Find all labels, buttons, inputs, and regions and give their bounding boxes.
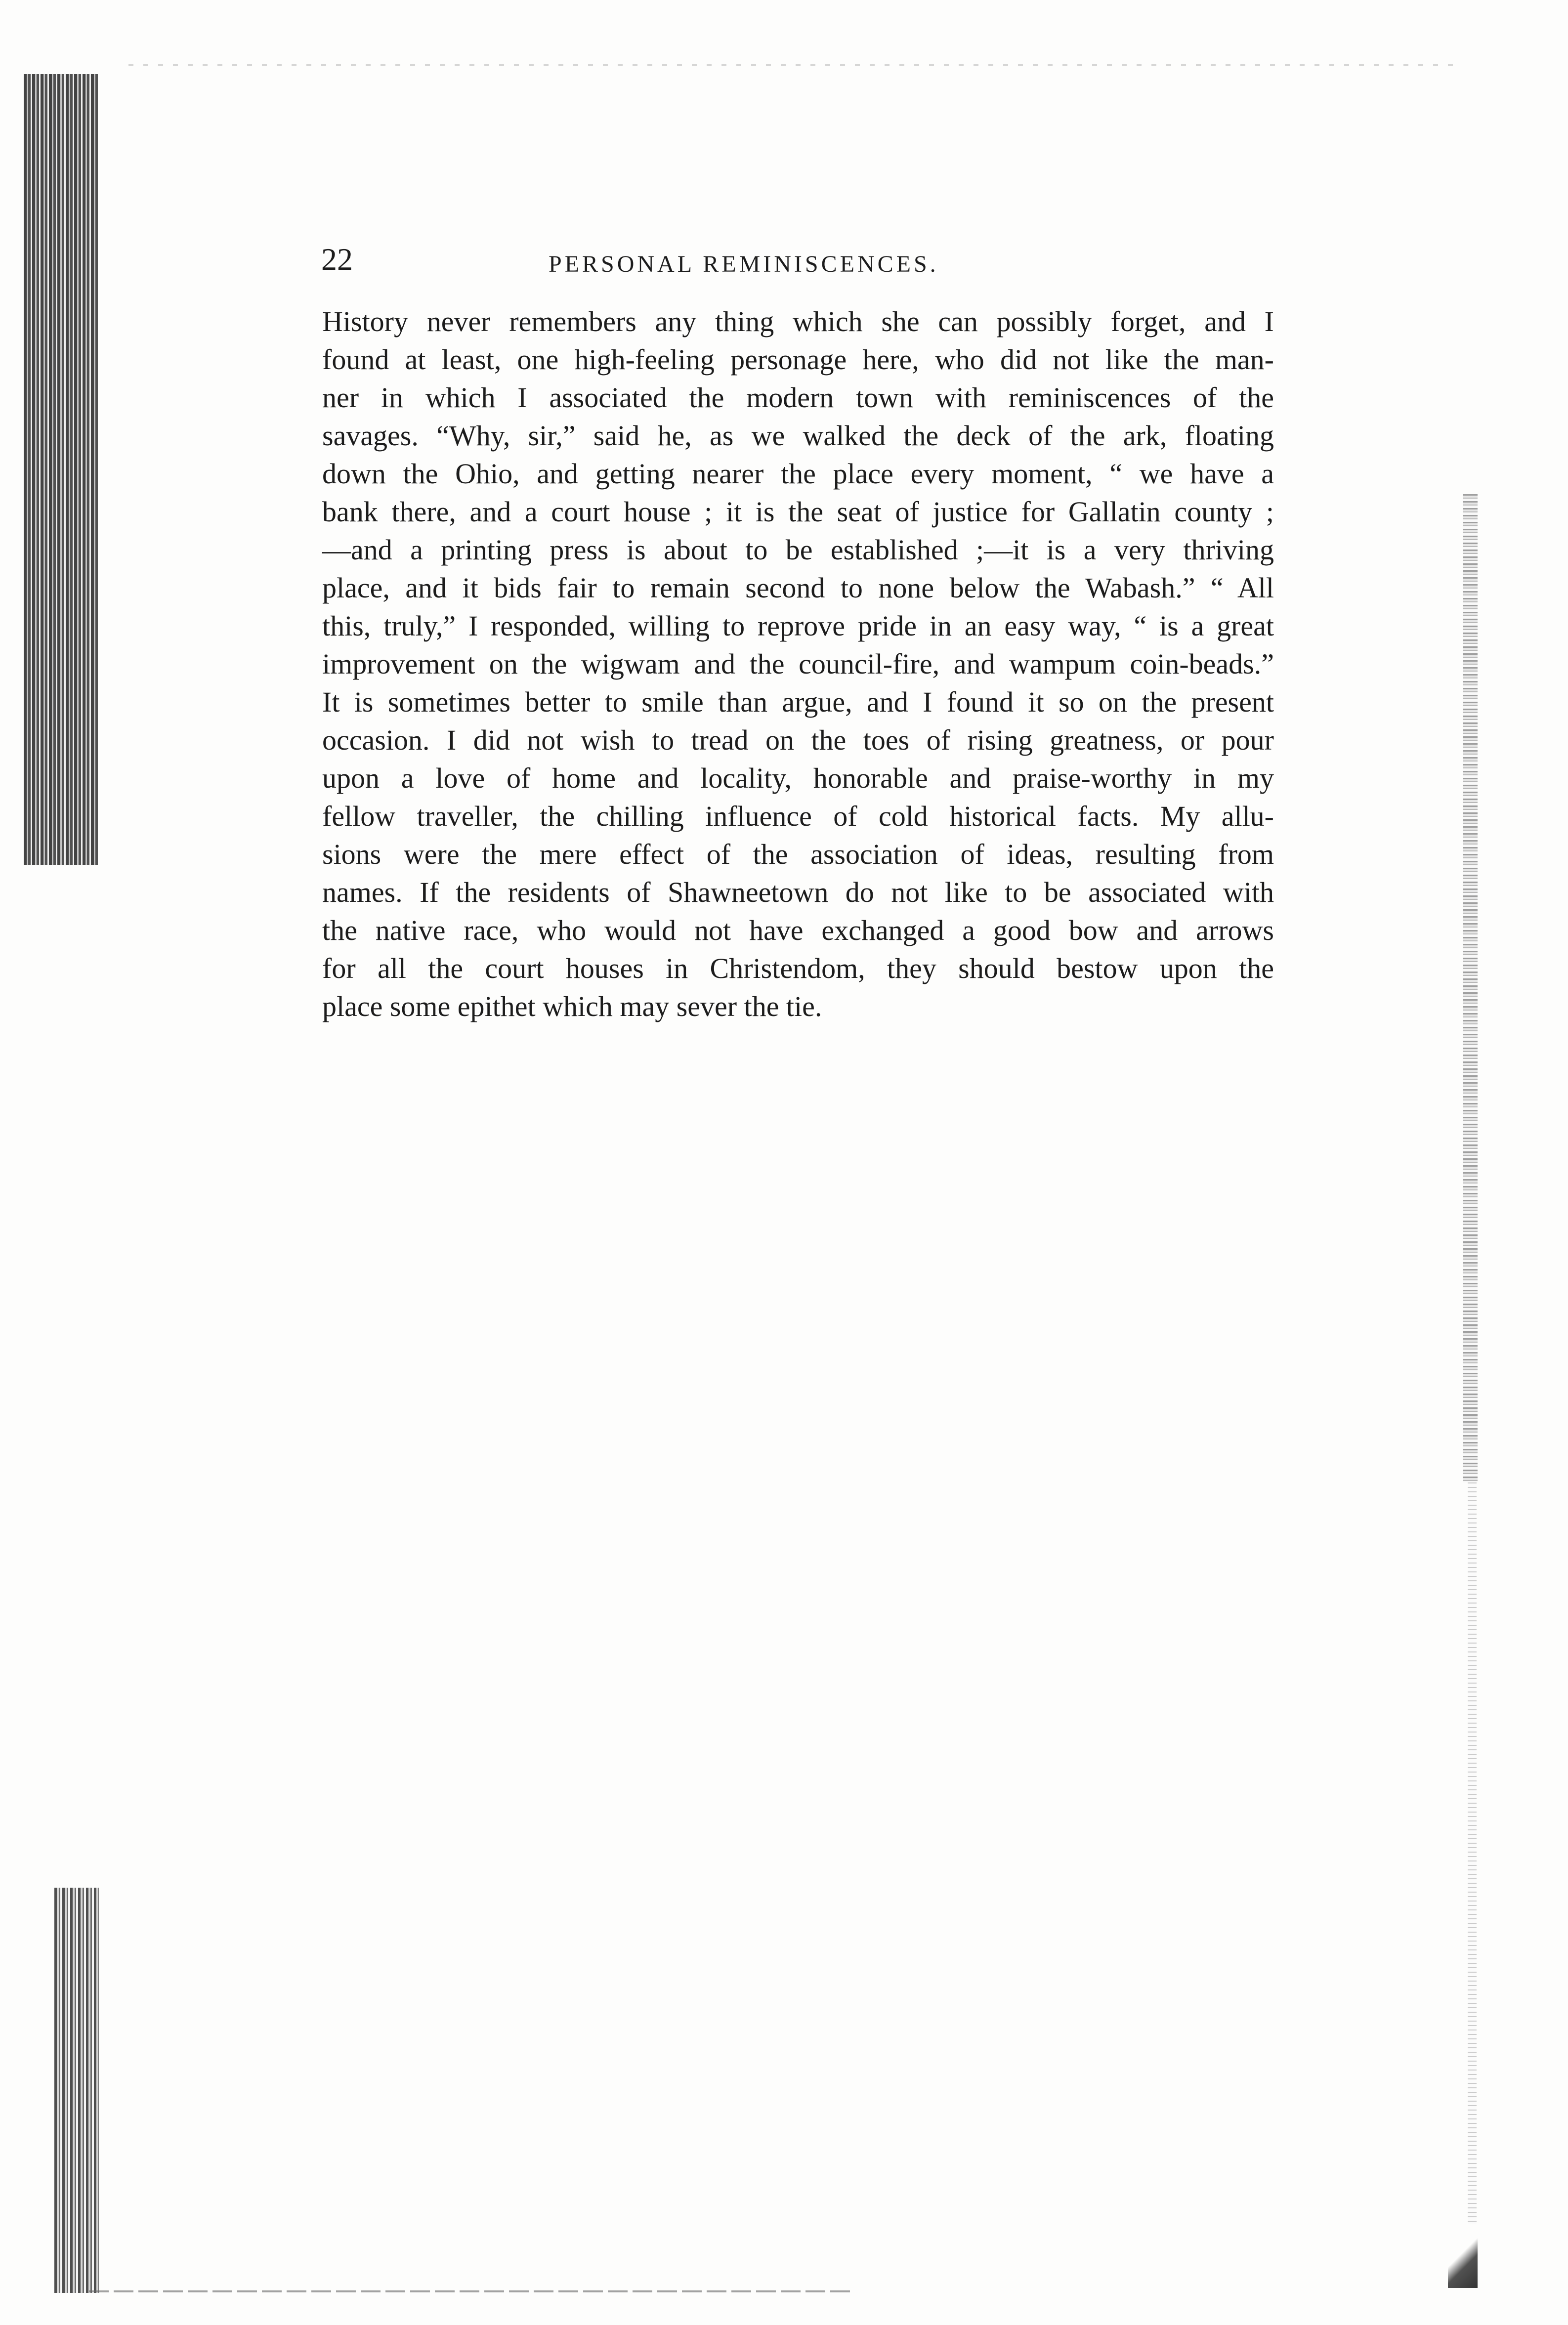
scan-edge-left-bottom <box>54 1888 99 2293</box>
text-line: for all the court houses in Christendom, they should bestow upon the <box>322 952 1274 984</box>
text-line: ner in which I associated the modern town with reminiscences of the <box>322 381 1274 414</box>
text-line: names. If the residents of Shawneetown do not like to be associated with <box>322 876 1274 908</box>
text-line: down the Ohio, and getting nearer the place every moment, “ we have a <box>322 458 1274 490</box>
text-line: savages. “Why, sir,” said he, as we walked the deck of the ark, floating <box>322 420 1274 452</box>
scan-edge-left <box>24 74 98 865</box>
text-line: improvement on the wigwam and the council-fire, and wampum coin-beads.” <box>322 648 1274 680</box>
text-line: fellow traveller, the chilling influence of cold historical facts. My allu- <box>322 800 1274 832</box>
scan-edge-right-lower <box>1468 1482 1477 2224</box>
text-line: occasion. I did not wish to tread on the toes of rising greatness, or pour <box>322 724 1274 756</box>
text-line: —and a printing press is about to be established ;—it is a very thriving <box>322 534 1274 566</box>
scan-edge-right <box>1463 494 1478 1482</box>
text-line: place some epithet which may sever the tie. <box>322 990 822 1022</box>
scan-edge-bottom <box>89 2290 855 2292</box>
text-line: place, and it bids fair to remain second to none below the Wabash.” “ All <box>322 572 1274 604</box>
scan-edge-top <box>128 64 1463 66</box>
page-header <box>321 237 1275 282</box>
page-number: 22 <box>321 242 353 277</box>
text-line: bank there, and a court house ; it is the seat of justice for Gallatin county ; <box>322 496 1274 528</box>
text-line: found at least, one high-feeling personage here, who did not like the man- <box>322 343 1274 376</box>
running-head: PERSONAL REMINISCENCES. <box>549 251 939 277</box>
text-line: this, truly,” I responded, willing to reprove pride in an easy way, “ is a great <box>322 610 1274 642</box>
text-line: upon a love of home and locality, honorable and praise-worthy in my <box>322 762 1274 794</box>
text-line: the native race, who would not have exchanged a good bow and arrows <box>322 914 1274 946</box>
text-line: It is sometimes better to smile than argue, and I found it so on the present <box>322 686 1274 718</box>
text-line: sions were the mere effect of the association of ideas, resulting from <box>322 838 1274 870</box>
body-paragraph <box>322 302 1274 1025</box>
scan-corner-shadow <box>1448 2234 1478 2288</box>
text-line: History never remembers any thing which she can possibly forget, and I <box>322 305 1274 338</box>
